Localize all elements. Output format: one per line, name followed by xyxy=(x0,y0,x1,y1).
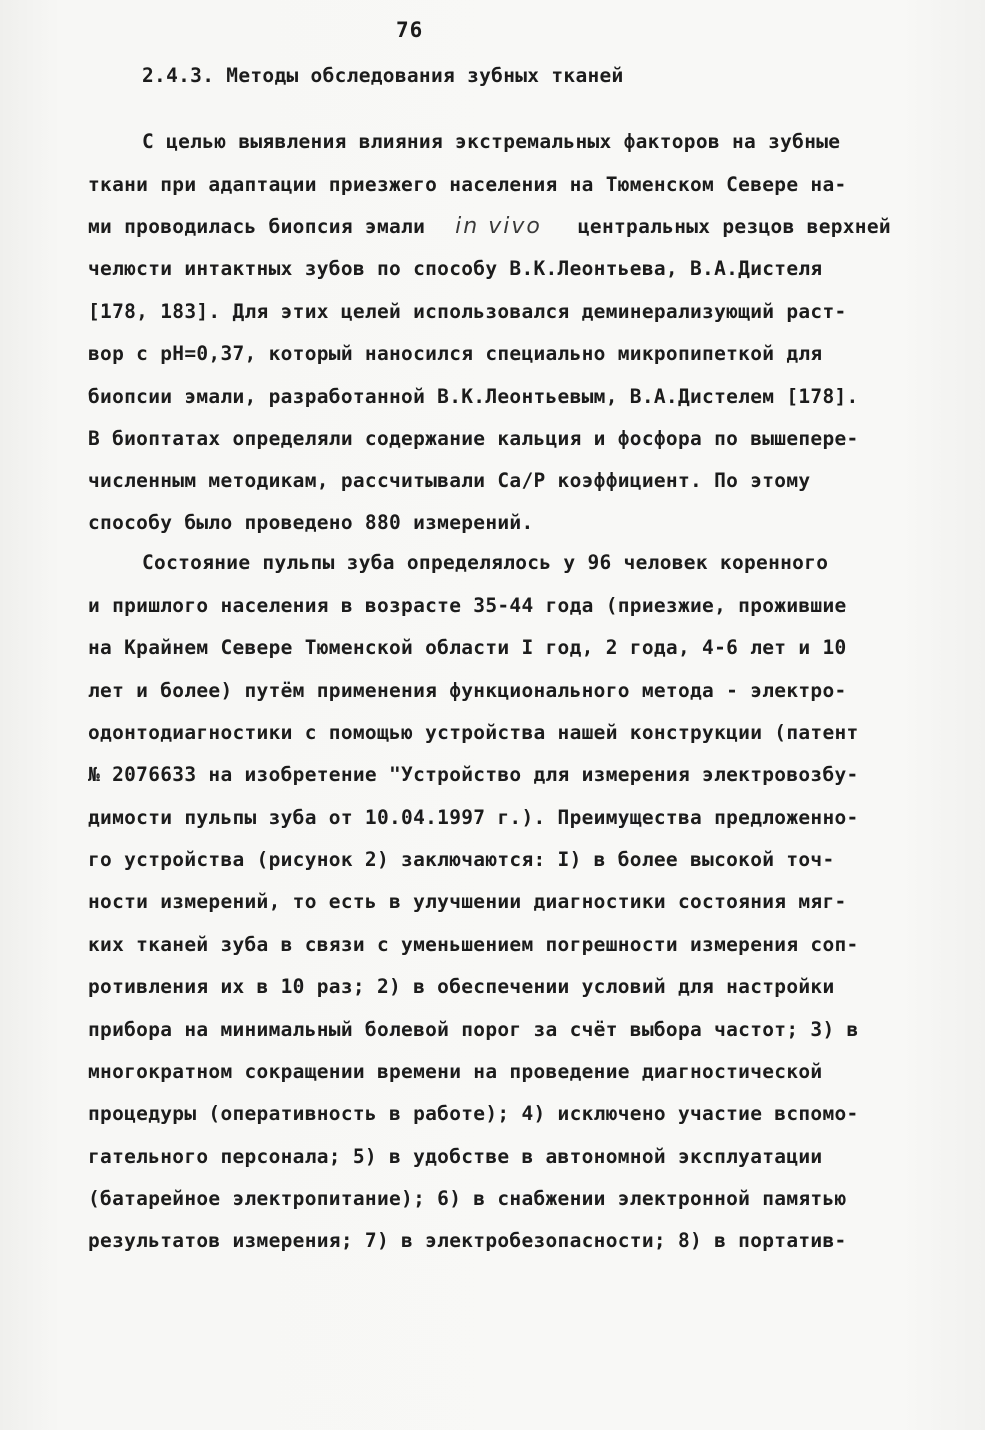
text-line: Состояние пульпы зуба определялось у 96 человек коренного xyxy=(142,551,829,574)
text-line: способу было проведено 880 измерений. xyxy=(88,511,534,534)
text-line: лет и более) путём применения функционального метода - электро- xyxy=(88,679,847,702)
text-line: ткани при адаптации приезжего населения на Тюменском Севере на- xyxy=(88,173,847,196)
text-line: ротивления их в 10 раз; 2) в обеспечении условий для настройки xyxy=(88,975,835,998)
text-line: го устройства (рисунок 2) заключаются: I) в более высокой точ- xyxy=(88,848,835,871)
text-line: биопсии эмали, разработанной В.К.Леонтьевым, В.А.Дистелем [178]. xyxy=(88,385,859,408)
page-number: 76 xyxy=(396,18,424,42)
text-line: димости пульпы зуба от 10.04.1997 г.). Преимущества предложенно- xyxy=(88,806,859,829)
text-line: прибора на минимальный болевой порог за счёт выбора частот; 3) в xyxy=(88,1018,859,1041)
text-line: процедуры (оперативность в работе); 4) исключено участие вспомо- xyxy=(88,1102,859,1125)
text-line: результатов измерения; 7) в электробезопасности; 8) в портатив- xyxy=(88,1229,847,1252)
text-line: (батарейное электропитание); 6) в снабжении электронной памятью xyxy=(88,1187,847,1210)
text-line: [178, 183]. Для этих целей использовался деминерализующий раст- xyxy=(88,300,847,323)
text-line: на Крайнем Севере Тюменской области I год, 2 года, 4-6 лет и 10 xyxy=(88,636,847,659)
text-segment: ми проводилась биопсия эмали xyxy=(88,215,426,238)
text-line: вор с рН=0,37, который наносился специально микропипеткой для xyxy=(88,342,823,365)
text-line: численным методикам, рассчитывали Са/Р коэффициент. По этому xyxy=(88,469,811,492)
text-segment: центральных резцов верхней xyxy=(577,215,891,238)
section-heading: 2.4.3. Методы обследования зубных тканей xyxy=(142,64,624,87)
text-line: С целью выявления влияния экстремальных факторов на зубные xyxy=(142,130,841,153)
text-line: одонтодиагностики с помощью устройства нашей конструкции (патент xyxy=(88,721,859,744)
text-line: ности измерений, то есть в улучшении диагностики состояния мяг- xyxy=(88,890,847,913)
text-line: ких тканей зуба в связи с уменьшением погрешности измерения соп- xyxy=(88,933,859,956)
text-line: гательного персонала; 5) в удобстве в автономной эксплуатации xyxy=(88,1145,823,1168)
handwritten-insert: in vivo xyxy=(455,214,542,239)
text-line: № 2076633 на изобретение "Устройство для измерения электровозбу- xyxy=(88,763,859,786)
text-line xyxy=(88,213,891,241)
text-line: и пришлого населения в возрасте 35-44 года (приезжие, прожившие xyxy=(88,594,847,617)
text-line: многократном сокращении времени на проведение диагностической xyxy=(88,1060,823,1083)
text-line: челюсти интактных зубов по способу В.К.Леонтьева, В.А.Дистеля xyxy=(88,257,823,280)
text-line: В биоптатах определяли содержание кальция и фосфора по вышепере- xyxy=(88,427,859,450)
